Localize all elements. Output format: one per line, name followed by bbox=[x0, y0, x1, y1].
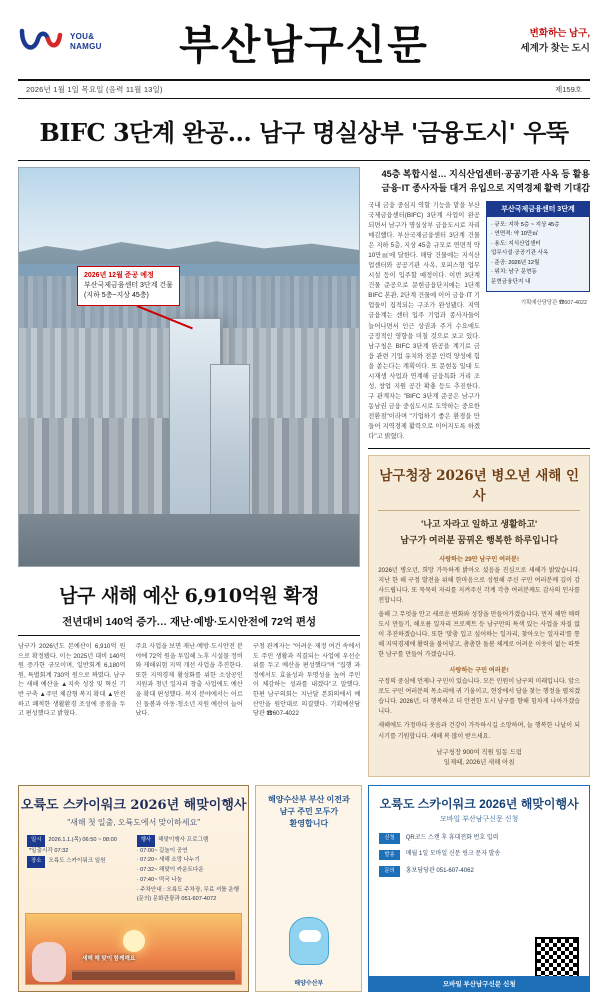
photo-caption-line3: (지하 5층~지상 45층) bbox=[84, 292, 149, 300]
ad1-scene-caption: 새해 해 맞이 함께해요 bbox=[82, 956, 136, 963]
secondary-headline: 남구 새해 예산 6,910억원 확정 bbox=[59, 585, 320, 607]
tagline-line2: 세계가 찾는 도시 bbox=[520, 42, 590, 54]
greeting-signature-line2: 일제때, 2026년 새해 아침 bbox=[443, 758, 515, 766]
photo-caption-line2: 부산국제금융센터 3단계 건물 bbox=[84, 282, 173, 290]
lead-headline: BIFC 3단계 완공… 남구 명실상부 '금융도시' 우뚝 bbox=[18, 99, 590, 161]
article-column-1: 남구가 2026년도 본예산이 6,910억 원으로 확정됐다. 이는 2025년 대비 140억 원 증가한 규모이며, 일반회계 6,180억 원, 특별회계 730억 원으로 짜였다. 남구는 새해 예산을 ▲지속 성장 및 혁신 기반 구축 ▲주민 체감형 복지 확대 ▲안전하고 쾌적한 생활환경 조성에 중점을 두고 편성했다고 밝혔다. bbox=[18, 643, 126, 718]
logo bbox=[18, 27, 168, 57]
greeting-paragraph-3: 구정의 중심에 언제나 구민이 있습니다. 모든 민원이 남구의 미래입니다. 앞으로도 구민 여러분의 목소리에 귀 기울이고, 현장에서 답을 찾는 행정을 펼치겠습니다. 2026년, 더 행복하고 더 안전한 도시 남구를 향해 힘차게 나아가겠습니다. bbox=[378, 678, 580, 716]
lead-deck-line1: 45층 복합시설… 지식산업센터·공공기관 사옥 등 활용 bbox=[381, 169, 590, 179]
ad3-bottom-banner[interactable]: 모바일 부산남구신문 신청 bbox=[369, 976, 589, 991]
ad2-title bbox=[256, 786, 361, 834]
masthead bbox=[10, 0, 598, 77]
lead-deck-line2: 금융·IT 종사자들 대거 유입으로 지역경제 활력 기대감 bbox=[381, 183, 590, 194]
namgu-logo-icon bbox=[18, 27, 64, 57]
article-body bbox=[18, 636, 360, 719]
ad1-program-item: · 07:20~ 새해 소망 나누기 bbox=[136, 857, 200, 864]
ad2-footer: 해양수산부 bbox=[294, 981, 324, 988]
ad3-row bbox=[369, 863, 589, 880]
logo-text-line1: YOU& bbox=[70, 32, 95, 42]
tagline bbox=[440, 27, 590, 56]
dateline-date: 2026년 1월 1일 목요일 (음력 11월 13일) bbox=[26, 85, 163, 94]
photo-road bbox=[19, 514, 359, 566]
infobox-item: 업무시설·공공기관 사옥 bbox=[491, 250, 549, 257]
ad1-label-place: 장소 bbox=[27, 856, 45, 867]
bifc-infobox-credit: 기획예산담당관 ☎607-4022 bbox=[520, 300, 587, 307]
ad3-subtitle: 모바일 부산남구신문 신청 bbox=[440, 816, 519, 824]
ministry-mascot-icon bbox=[289, 917, 329, 965]
ad2-title-line2: 남구 주민 모두가 bbox=[279, 807, 339, 817]
ad-sunrise-event[interactable] bbox=[18, 785, 249, 992]
sun-icon bbox=[123, 930, 145, 952]
ad3-row bbox=[369, 847, 589, 864]
ad2-title-line1: 해양수산부 부산 이전과 bbox=[267, 795, 350, 805]
greeting-paragraph-1: 2026년 병오년, 희망 가득하게 밝아오 셨음을 진심으로 새해가 밝았습니다. 지난 한 해 구정 발전을 위해 한마음으로 성원해 주신 구민 여러분께 깊이 감사드립니다. 또 묵묵히 자리를 지켜주신 각계 각층 여러분께도 감사의 인사를 전합니다. bbox=[378, 566, 580, 605]
greeting-quote-line2: 남구가 여러분 꿈꿔온 행복한 하루입니다 bbox=[400, 534, 559, 545]
new-year-greeting bbox=[368, 455, 590, 777]
infobox-item: · 준공: 2026년 12월 bbox=[491, 259, 540, 266]
article-column-2: 주요 사업을 보면 재난·예방·도시안전 분야에 72억 원을 투입해 노후 시설물 정비와 재해위험 지역 개선 사업을 추진한다. 또한 지역경제 활성화를 위한 소상공인 지원과 청년 일자리 창출 사업에도 예산을 확대 편성했다. 복지 분야에서는 어르신 돌봄과 아동·청소년 지원 예산이 늘어났다. bbox=[135, 643, 243, 718]
ad-mobile-newsletter[interactable] bbox=[368, 785, 590, 992]
ad1-label-datetime: 일시 bbox=[27, 835, 45, 846]
logo-text-line2: NAMGU bbox=[70, 41, 102, 51]
ad1-value-place: 오륙도 스카이워크 일원 bbox=[48, 858, 106, 865]
right-column bbox=[368, 167, 590, 777]
ad1-note-sunrise: *일출시각 07:32 bbox=[29, 847, 69, 854]
greeting-paragraph-4: 새해에도 가정마다 웃음과 건강이 가득하시길 소망하며, 늘 행복한 나날이 되시기를 기원합니다. 새해 복 많이 받으세요. bbox=[378, 722, 580, 740]
ad1-value-datetime: 2026.1.1.(목) 06:50 ~ 08:00 bbox=[48, 837, 117, 844]
mascot-bear-icon bbox=[32, 942, 66, 982]
dateline bbox=[18, 81, 590, 99]
ad1-sunrise-illustration bbox=[25, 913, 242, 985]
infobox-item: · 규모: 지하 5층 ~ 지상 45층 bbox=[491, 221, 560, 228]
right-column-divider bbox=[368, 448, 590, 449]
ad1-label-program: 행사 bbox=[137, 835, 155, 846]
ad1-subtitle: "새해 첫 일출, 오륙도에서 맞이하세요" bbox=[67, 818, 201, 828]
tagline-line1: 변화하는 남구, bbox=[529, 28, 590, 40]
infobox-item: 문현금융단지 내 bbox=[491, 278, 531, 285]
ad1-info-left bbox=[27, 835, 131, 905]
logo-text bbox=[70, 32, 102, 50]
greeting-paragraph-2: 올해 그 무엇을 안고 새로운 변화와 성장을 만들어가겠습니다. 먼저 해안 매력도시 만들기, 해오름 일자리 프로젝트 등 남구만의 특색 있는 사업을 차질 없이 추진하겠습니다. 또한 '맞춤 입고 싶어하는 일자리, 찾아오는 일자리'를 통해 지역경제에 활력을 불어넣고, 촘촘한 돌봄 체계로 어려운 이웃이 없는 따뜻한 남구를 만들어 가겠습니다. bbox=[378, 611, 580, 659]
photo-caption-box bbox=[77, 266, 180, 306]
ad3-row bbox=[369, 830, 589, 847]
ad2-title-line3: 환영합니다 bbox=[289, 819, 329, 829]
photo-caption-line1: 2026년 12월 준공 예정 bbox=[84, 272, 154, 279]
main-content bbox=[10, 161, 598, 777]
advertisement-row bbox=[10, 777, 598, 1002]
ad1-info-right bbox=[137, 835, 241, 905]
page-title: 부산남구신문 bbox=[179, 21, 429, 69]
ad1-parking-note: · 주차안내 : 오륙도 주차장, 무료 셔틀 운행 bbox=[136, 886, 239, 893]
secondary-subheadline: 전년대비 140억 증가… 재난·예방·도시안전에 72억 편성 bbox=[18, 614, 360, 636]
ad1-title: 오륙도 스카이워크 2026년 해맞이행사 bbox=[20, 798, 247, 814]
ad1-program-item: · 07:40~ 떡국 나눔 bbox=[136, 876, 183, 883]
lead-deck bbox=[368, 167, 590, 196]
ad3-key-contact: 문의 bbox=[379, 866, 399, 877]
ad3-key-send: 발송 bbox=[379, 850, 399, 861]
greeting-quote bbox=[378, 517, 580, 548]
ad3-value-apply: QR코드 스캔 후 휴대전화 번호 입력 bbox=[405, 834, 499, 841]
qr-code-icon[interactable] bbox=[535, 937, 579, 981]
lead-photo bbox=[18, 167, 360, 567]
greeting-quote-line1: '나고 자라고 일하고 생활하고' bbox=[421, 519, 538, 530]
article-column-3: 구청 관계자는 "어려운 재정 여건 속에서도 주민 생활과 직결되는 사업에 우선순위를 두고 예산을 편성했다"며 "집행 과정에서도 효율성과 투명성을 높여 주민이 체감하는 성과를 내겠다"고 말했다. 한편 남구의회는 지난달 본회의에서 예산안을 원안대로 의결했다. 기획예산담당관 ☎607-4022 bbox=[252, 643, 361, 718]
ad1-program-item: · 07:32~ 해맞이 카운트다운 bbox=[136, 867, 204, 874]
bifc-infobox-header: 부산국제금융센터 3단계 bbox=[487, 202, 589, 217]
left-column bbox=[18, 167, 360, 777]
bifc-infobox-items bbox=[491, 221, 585, 288]
ad3-value-contact: 홍보담당관 051-607-4062 bbox=[405, 867, 474, 874]
dateline-issue: 제159호 bbox=[554, 85, 582, 94]
ad3-value-send: 매월 1일 모바일 신문 링크 문자 발송 bbox=[405, 851, 501, 858]
ad1-value-program: 해맞이행사 프로그램 bbox=[158, 837, 209, 844]
bifc-infobox bbox=[486, 201, 590, 293]
ad1-program-item: · 07:00~ 길놀이 공연 bbox=[136, 847, 188, 854]
ad1-contact: (문의) 문화관광과 051-607-4072 bbox=[136, 896, 217, 903]
greeting-title: 남구청장 2026년 병오년 새해 인사 bbox=[378, 464, 580, 511]
greeting-signature bbox=[378, 748, 580, 769]
greeting-signature-line1: 남구청장 900여 직원 일동 드림 bbox=[436, 748, 522, 756]
greeting-subhead-2: 사랑하는 구민 여러분! bbox=[449, 667, 509, 675]
ad3-key-apply: 신청 bbox=[379, 833, 399, 844]
infobox-item: · 연면적: 약 10만㎡ bbox=[491, 231, 538, 238]
ad-ministry-welcome[interactable] bbox=[255, 785, 362, 992]
infobox-item: · 용도: 지식산업센터 bbox=[491, 240, 541, 247]
skywalk-illustration bbox=[72, 970, 235, 980]
greeting-subhead-1: 사랑하는 29만 남구민 여러분! bbox=[439, 555, 520, 563]
infobox-item: · 위치: 남구 문현동 bbox=[491, 269, 537, 276]
lead-article-text: 국내 금융 중심지 역할 기능을 맡을 부산국제금융센터(BIFC) 3단계 사업이 완공되면서 남구가 명실상부 금융도시로 자리매김했다. 부산국제금융센터 3단계 건물은 지하 5층, 지상 45층 규모로 연면적 약 10만㎡에 달한다. 해당 건물에는 지식산업센터와 공공기관 사옥, 오피스형 업무시설 등이 입주할 예정이다. 이번 3단계 건물 준공으로 문현금융단지에는 1단계 BIFC 본관, 2단계 건물에 이어 금융·IT 기업들이 집적되는 구조가 완성됐다. 지역 금융계는 센터 입주 기업과 종사자들이 늘어나면서 인근 상권과 주거 수요에도 긍정적인 영향을 미칠 것으로 보고 있다. 남구청은 BIFC 3단계 완공을 계기로 금융 관련 기업 유치와 전문 인력 양성에 힘을 쏟는다는 계획이다. 또 문현동 일대 도시재생 사업과 연계해 금융특화 거리 조성, 창업 지원 공간 확충 등도 추진한다. 구 관계자는 "BIFC 3단계 준공은 남구가 동남권 금융 중심도시로 도약하는 중요한 전환점"이라며 "기업하기 좋은 환경을 만들어 지역경제 활력으로 이어지도록 하겠다"고 밝혔다. bbox=[368, 201, 480, 441]
ad3-title: 오륙도 스카이워크 2026년 해맞이행사 bbox=[379, 797, 579, 812]
